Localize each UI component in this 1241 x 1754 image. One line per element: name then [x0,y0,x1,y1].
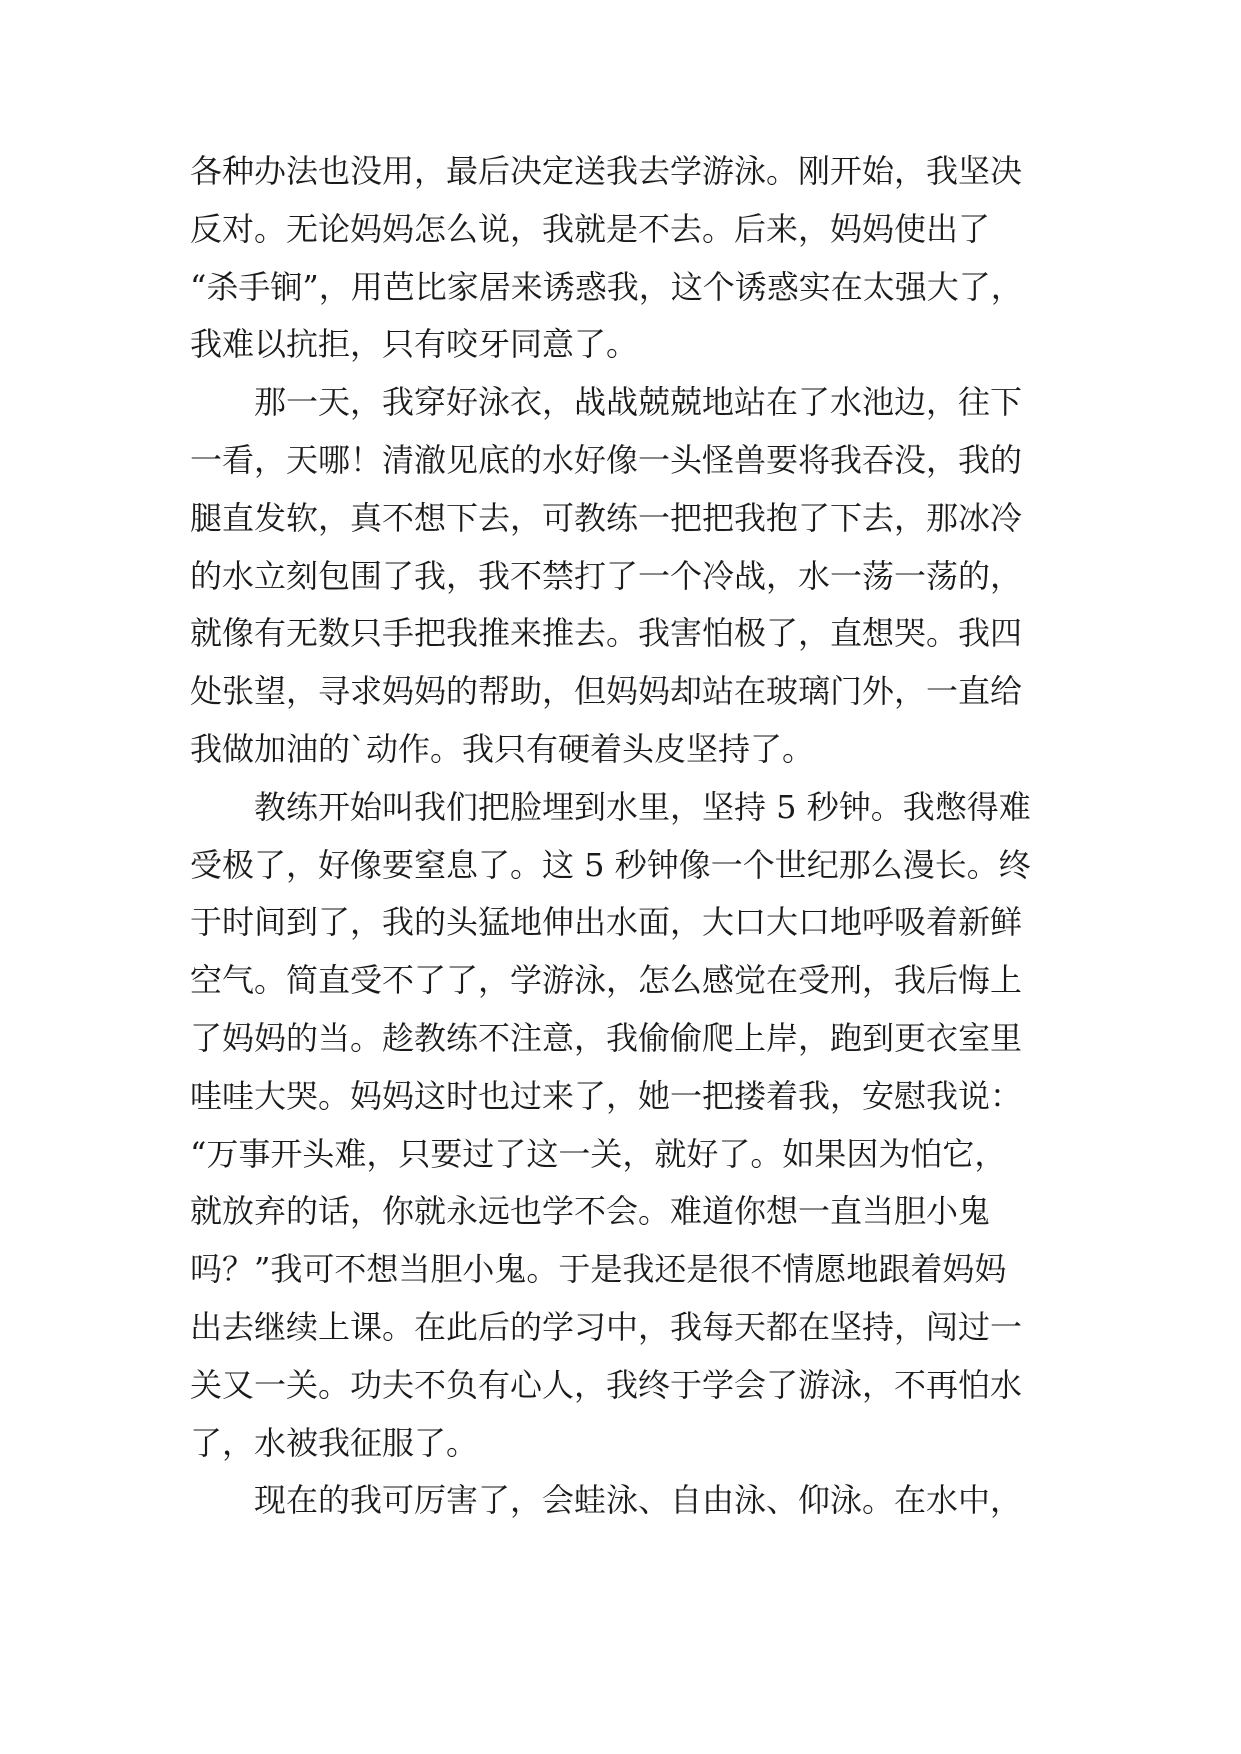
text-line: “万事开头难，只要过了这一关，就好了。如果因为怕它， [190,1134,1007,1173]
text-line: 各种办法也没用，最后决定送我去学游泳。刚开始，我坚决 [190,152,1023,190]
text-line: 出去继续上课。在此后的学习中，我每天都在坚持，闯过一 [190,1307,1023,1346]
text-line: 了妈妈的当。趁教练不注意，我偷偷爬上岸，跑到更衣室里 [190,1018,1023,1057]
text-line: 我难以抗拒，只有咬牙同意了。 [190,325,639,364]
text-line: 的水立刻包围了我，我不禁打了一个冷战，水一荡一荡的， [190,556,1023,595]
text-line: 腿直发软，真不想下去，可教练一把把我抱了下去，那冰冷 [190,498,1023,537]
text-line: 现在的我可厉害了，会蛙泳、自由泳、仰泳。在水中， [190,1481,1023,1520]
text-line: 了，水被我征服了。 [190,1423,479,1462]
text-line: 就像有无数只手把我推来推去。我害怕极了，直想哭。我四 [190,614,1023,653]
text-line: “杀手锏”，用芭比家居来诱惑我，这个诱惑实在太强大了， [190,267,1023,306]
text-line: 那一天，我穿好泳衣，战战兢兢地站在了水池边，往下 [190,383,1023,422]
text-line: 受极了，好像要窒息了。这 5 秒钟像一个世纪那么漫长。终 [190,845,1031,884]
text-line: 于时间到了，我的头猛地伸出水面，大口大口地呼吸着新鲜 [190,903,1023,942]
text-line: 一看，天哪！清澈见底的水好像一头怪兽要将我吞没，我的 [190,440,1023,479]
text-line: 就放弃的话，你就永远也学不会。难道你想一直当胆小鬼 [190,1192,991,1231]
text-line: 吗？”我可不想当胆小鬼。于是我还是很不情愿地跟着妈妈 [190,1250,1007,1289]
text-line: 关又一关。功夫不负有心人，我终于学会了游泳，不再怕水 [190,1365,1023,1404]
essay-text [190,143,1050,1530]
text-line: 教练开始叫我们把脸埋到水里，坚持 5 秒钟。我憋得难 [190,787,1031,826]
text-line: 反对。无论妈妈怎么说，我就是不去。后来，妈妈使出了 [190,209,991,248]
text-line: 哇哇大哭。妈妈这时也过来了，她一把搂着我，安慰我说： [190,1076,1023,1115]
text-line: 我做加油的`动作。我只有硬着头皮坚持了。 [190,729,815,768]
text-line: 处张望，寻求妈妈的帮助，但妈妈却站在玻璃门外，一直给 [190,672,1023,711]
text-line: 空气。简直受不了了，学游泳，怎么感觉在受刑，我后悔上 [190,961,1023,1000]
